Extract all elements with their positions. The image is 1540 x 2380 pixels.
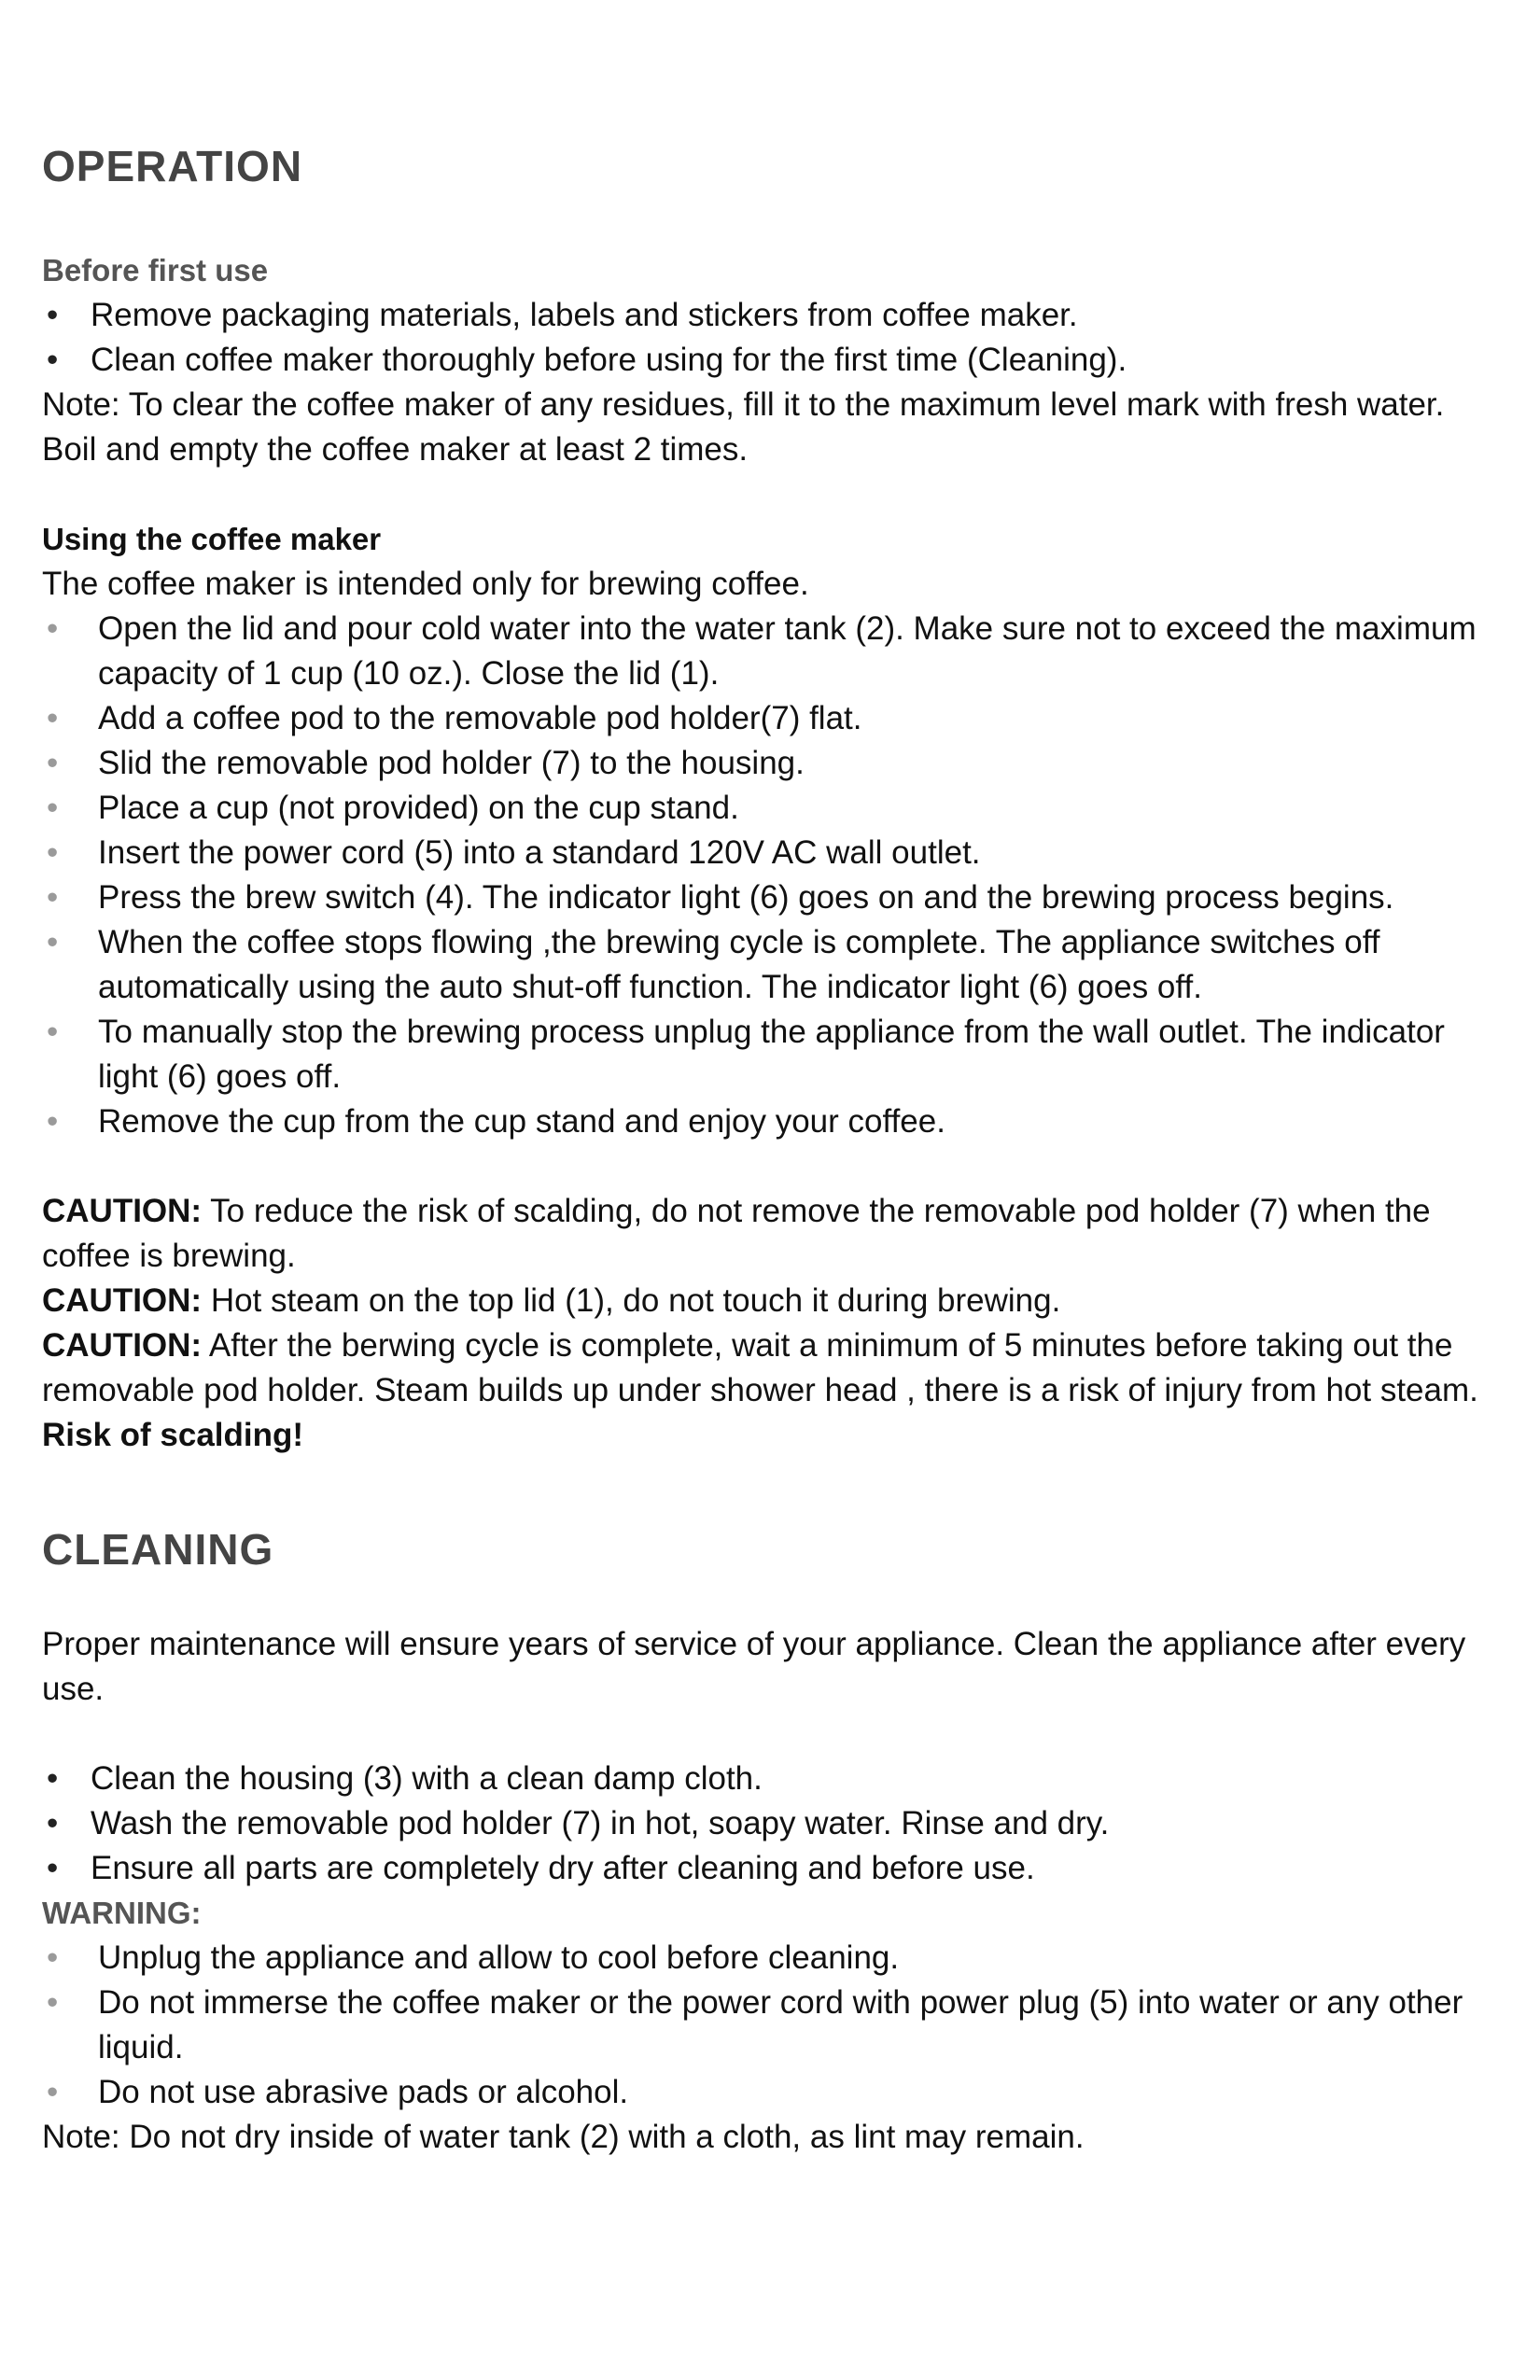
caution-label: CAUTION: — [42, 1327, 203, 1364]
list-item: • Remove the cup from the cup stand and enjoy your coffee. — [42, 1099, 1479, 1144]
list-item: • Slid the removable pod holder (7) to the housing. — [42, 741, 1479, 786]
caution-2 — [42, 1279, 1479, 1323]
cleaning-note: Note: Do not dry inside of water tank (2) with a cloth, as lint may remain. — [42, 2119, 1085, 2155]
caution-1 — [42, 1189, 1479, 1279]
warning-heading: WARNING: — [42, 1896, 202, 1930]
list-item: • Clean the housing (3) with a clean damp cloth. — [42, 1757, 1479, 1801]
warning-list — [42, 1936, 1479, 2115]
list-item: • Unplug the appliance and allow to cool before cleaning. — [42, 1936, 1479, 1981]
caution-label: CAUTION: — [42, 1282, 203, 1319]
list-item: • Place a cup (not provided) on the cup stand. — [42, 786, 1479, 831]
using-intro: The coffee maker is intended only for brewing coffee. — [42, 566, 809, 602]
cleaning-title: CLEANING — [42, 1525, 274, 1574]
before-first-use-heading: Before first use — [42, 253, 269, 287]
list-item: • Do not use abrasive pads or alcohol. — [42, 2070, 1479, 2115]
caution-text: After the berwing cycle is complete, wait a minimum of 5 minutes before taking out the removable pod holder. Steam builds up under shower head , there is a risk of injury from hot steam. — [42, 1327, 1478, 1408]
risk-of-scalding: Risk of scalding! — [42, 1417, 304, 1453]
caution-text: To reduce the risk of scalding, do not remove the removable pod holder (7) when the coffee is brewing. — [42, 1193, 1431, 1274]
manual-page — [42, 140, 1479, 2160]
list-item: • To manually stop the brewing process unplug the appliance from the wall outlet. The indicator light (6) goes off. — [42, 1010, 1479, 1099]
cleaning-list — [42, 1757, 1479, 1891]
using-heading: Using the coffee maker — [42, 522, 382, 556]
list-item: • Do not immerse the coffee maker or the power cord with power plug (5) into water or any other liquid. — [42, 1981, 1479, 2070]
caution-text: Hot steam on the top lid (1), do not touch it during brewing. — [202, 1282, 1061, 1319]
list-item: • Ensure all parts are completely dry after cleaning and before use. — [42, 1846, 1479, 1891]
operation-title: OPERATION — [42, 142, 303, 190]
using-steps-list — [42, 607, 1479, 1144]
list-item: • Add a coffee pod to the removable pod holder(7) flat. — [42, 696, 1479, 741]
list-item: • When the coffee stops flowing ,the brewing cycle is complete. The appliance switches off automatically using the auto shut-off function. The indicator light (6) goes off. — [42, 920, 1479, 1010]
list-item: • Insert the power cord (5) into a standard 120V AC wall outlet. — [42, 831, 1479, 875]
list-item: • Press the brew switch (4). The indicator light (6) goes on and the brewing process begins. — [42, 875, 1479, 920]
list-item: • Open the lid and pour cold water into the water tank (2). Make sure not to exceed the maximum capacity of 1 cup (10 oz.). Close the lid (1). — [42, 607, 1479, 696]
list-item: • Wash the removable pod holder (7) in hot, soapy water. Rinse and dry. — [42, 1801, 1479, 1846]
caution-label: CAUTION: — [42, 1193, 203, 1229]
list-item: • Remove packaging materials, labels and stickers from coffee maker. — [42, 293, 1479, 338]
before-first-use-list — [42, 293, 1479, 383]
caution-3 — [42, 1323, 1479, 1458]
cleaning-intro: Proper maintenance will ensure years of service of your appliance. Clean the appliance after every use. — [42, 1626, 1466, 1707]
list-item: • Clean coffee maker thoroughly before using for the first time (Cleaning). — [42, 338, 1479, 383]
before-first-use-note: Note: To clear the coffee maker of any residues, fill it to the maximum level mark with fresh water. Boil and empty the coffee maker at least 2 times. — [42, 386, 1445, 468]
